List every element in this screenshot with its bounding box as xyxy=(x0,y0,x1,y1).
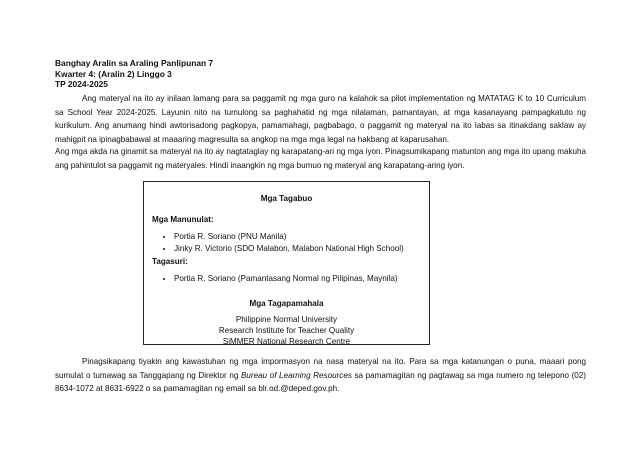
management-item: Research Institute for Teacher Quality xyxy=(218,326,355,335)
bureau-name: Bureau of Learning Resources xyxy=(240,370,352,380)
management-item: SiMMER National Research Centre xyxy=(222,337,351,346)
management-item: Philippine Normal University xyxy=(235,315,338,324)
reviewer-item: • Portia R. Soriano (Pamantasang Normal ng Pilipinas, Maynila) xyxy=(174,274,421,283)
lesson-plan-title: Banghay Aralin sa Araling Panlipunan 7 xyxy=(55,58,214,68)
credits-title: Mga Tagabuo xyxy=(260,194,313,203)
writers-label: Mga Manunulat: xyxy=(152,215,214,224)
copyright-paragraph: Ang mga akda na ginamit sa materyal na ito ay nagtataglay ng karapatang-ari ng mga iyon. Pinagsumikapang matunton ang mga ito upang makuha ang pahintulot sa paggamit ng materyales. Hindi inaangkin ng mga bumuo ng materyal ang karapatang-aring iyon. xyxy=(55,147,586,170)
contact-text-start: Pinagsikapang tiyakin ang kawastuhan ng mga impormasyon na nasa materyal na ito. Para sa mga katanungan o puna, maaari pong sumulat o tumawag sa Tanggapang ng Direktor ng xyxy=(55,357,586,380)
reviewers-list xyxy=(152,274,421,283)
school-year: TP 2024-2025 xyxy=(55,79,108,89)
usage-notice-paragraph: Ang materyal na ito ay inilaan lamang para sa paggamit ng mga guro na kalahok sa pilot implementation ng MATATAG K to 10 Curriculum sa School Year 2024-2025. Layunin nito na tumulong sa paghahatid ng mga nilalaman, pamantayan, at mga kasanayang pampagkatuto ng kurikulum. Ang anumang hindi awtorisadong pagkopya, pamamahagi, pagbabago, o paggamit ng materyal na ito labas sa itinakdang saklaw ay mahigpit na ipinagbabawal at maaaring magresulta sa angkop na mga mga legal na hakbang at kaparusahan. xyxy=(55,94,586,144)
contact-paragraph xyxy=(55,355,586,396)
writer-item: • Jinky R. Victorio (SDO Malabon, Malabon National High School) xyxy=(174,244,421,253)
document-header xyxy=(55,58,213,90)
quarter-lesson-week: Kwarter 4: (Aralin 2) Linggo 3 xyxy=(55,68,172,79)
management-list xyxy=(152,314,421,347)
management-title: Mga Tagapamahala xyxy=(249,299,324,308)
writer-item: • Portia R. Soriano (PNU Manila) xyxy=(174,232,421,241)
writers-list xyxy=(152,232,421,253)
reviewers-label: Tagasuri: xyxy=(152,257,188,266)
contact-text-end: sa pamamagitan ng pagtawag sa mga numero ng telepono (02) 8634-1072 at 8631-6922 o sa pamamagitan ng email sa blr.od.@deped.gov.ph. xyxy=(55,370,586,394)
credits-box xyxy=(143,181,430,345)
